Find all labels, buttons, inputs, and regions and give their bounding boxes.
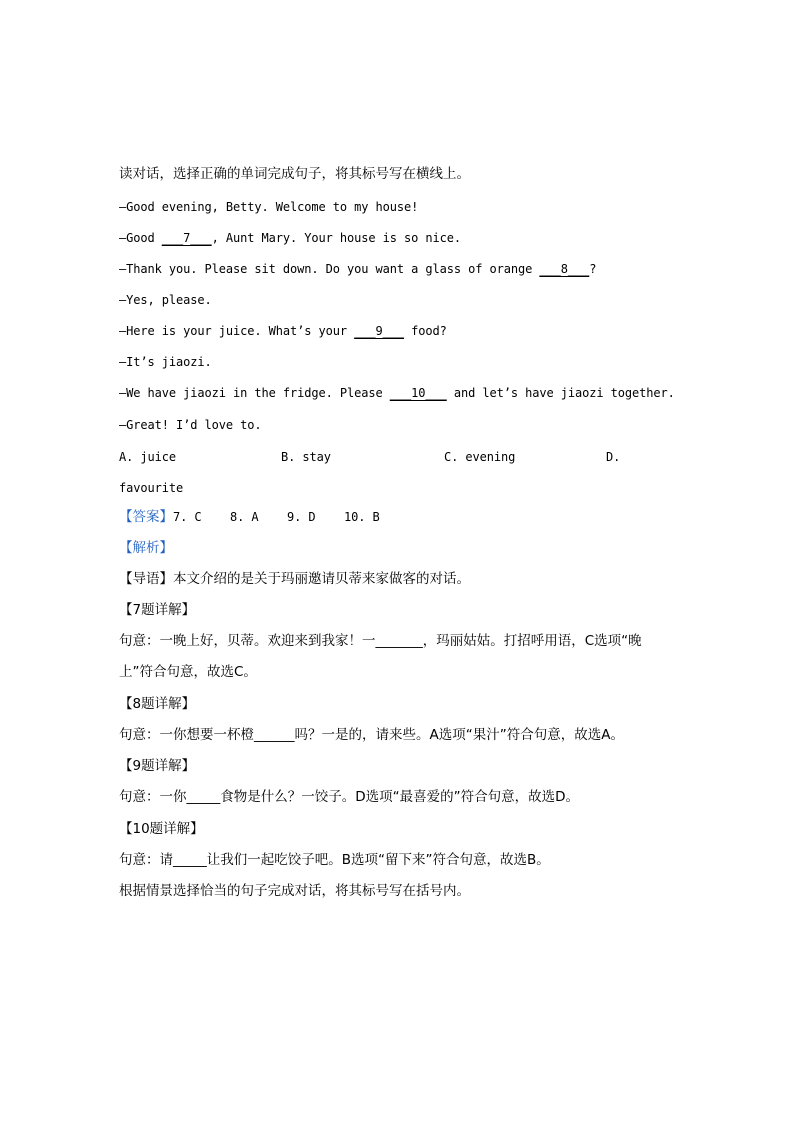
options-row xyxy=(119,448,679,466)
blank-10: ___10___ xyxy=(389,386,447,400)
dialogue-text: —Great! I’d love to. xyxy=(119,418,262,432)
option-d-text: favourite xyxy=(119,481,184,495)
q8-title: 【8题详解】 xyxy=(119,696,196,712)
dialogue-text: —Here is your juice. What’s your xyxy=(119,324,355,338)
blank-8: ___8___ xyxy=(539,262,590,276)
option-b: B. stay xyxy=(281,450,331,464)
dialogue-text: —We have jiaozi in the fridge. Please xyxy=(119,386,390,400)
dialogue-line-6 xyxy=(119,353,212,371)
q9-explanation: 句意：一你_____食物是什么？一饺子。D选项“最喜爱的”符合句意，故选D。 xyxy=(119,789,580,805)
blank-7: ___7___ xyxy=(161,231,212,245)
q7-title: 【7题详解】 xyxy=(119,602,196,618)
dialogue-text: —Good xyxy=(119,231,162,245)
dialogue-text: food? xyxy=(404,324,447,338)
answer-line xyxy=(119,508,380,527)
option-d: D. xyxy=(606,450,621,464)
q10-title: 【10题详解】 xyxy=(119,821,204,837)
guide-text: 本文介绍的是关于玛丽邀请贝蒂来家做客的对话。 xyxy=(173,571,470,587)
dialogue-text: and let’s have jiaozi together. xyxy=(446,386,675,400)
dialogue-line-1 xyxy=(119,198,418,216)
dialogue-text: —Thank you. Please sit down. Do you want a glass of orange xyxy=(119,262,540,276)
q9-title: 【9题详解】 xyxy=(119,758,196,774)
dialogue-line-4 xyxy=(119,291,212,309)
dialogue-text: —Yes, please. xyxy=(119,293,212,307)
dialogue-line-2 xyxy=(119,229,461,247)
blank-9: ___9___ xyxy=(354,324,404,338)
dialogue-text: ? xyxy=(589,262,597,276)
analysis-label: 【解析】 xyxy=(119,540,173,556)
guide-label: 【导语】 xyxy=(119,571,173,587)
answer-label: 【答案】 xyxy=(119,509,173,525)
dialogue-text: , Aunt Mary. Your house is so nice. xyxy=(211,231,461,245)
dialogue-line-8 xyxy=(119,416,262,434)
dialogue-text: —It’s jiaozi. xyxy=(119,355,212,369)
dialogue-line-5 xyxy=(119,322,447,340)
guide-line xyxy=(119,570,470,588)
dialogue-line-7 xyxy=(119,384,675,402)
next-instruction: 根据情景选择恰当的句子完成对话，将其标号写在括号内。 xyxy=(119,883,470,899)
q7-explanation-line-1: 句意：一晚上好，贝蒂。欢迎来到我家！一_______，玛丽姑姑。打招呼用语，C选项“晚 xyxy=(119,633,642,649)
answer-text: 7. C 8. A 9. D 10. B xyxy=(173,510,380,524)
q10-explanation: 句意：请_____让我们一起吃饺子吧。B选项“留下来”符合句意，故选B。 xyxy=(119,852,550,868)
dialogue-line-3 xyxy=(119,260,596,278)
instruction: 读对话，选择正确的单词完成句子，将其标号写在横线上。 xyxy=(119,166,470,182)
dialogue-text: —Good evening, Betty. Welcome to my house! xyxy=(119,200,419,214)
q7-explanation-line-2: 上”符合句意，故选C。 xyxy=(119,664,257,680)
option-a: A. juice xyxy=(119,450,176,464)
option-c: C. evening xyxy=(444,450,516,464)
q8-explanation: 句意：一你想要一杯橙______吗？一是的，请来些。A选项“果汁”符合句意，故选A。 xyxy=(119,727,624,743)
